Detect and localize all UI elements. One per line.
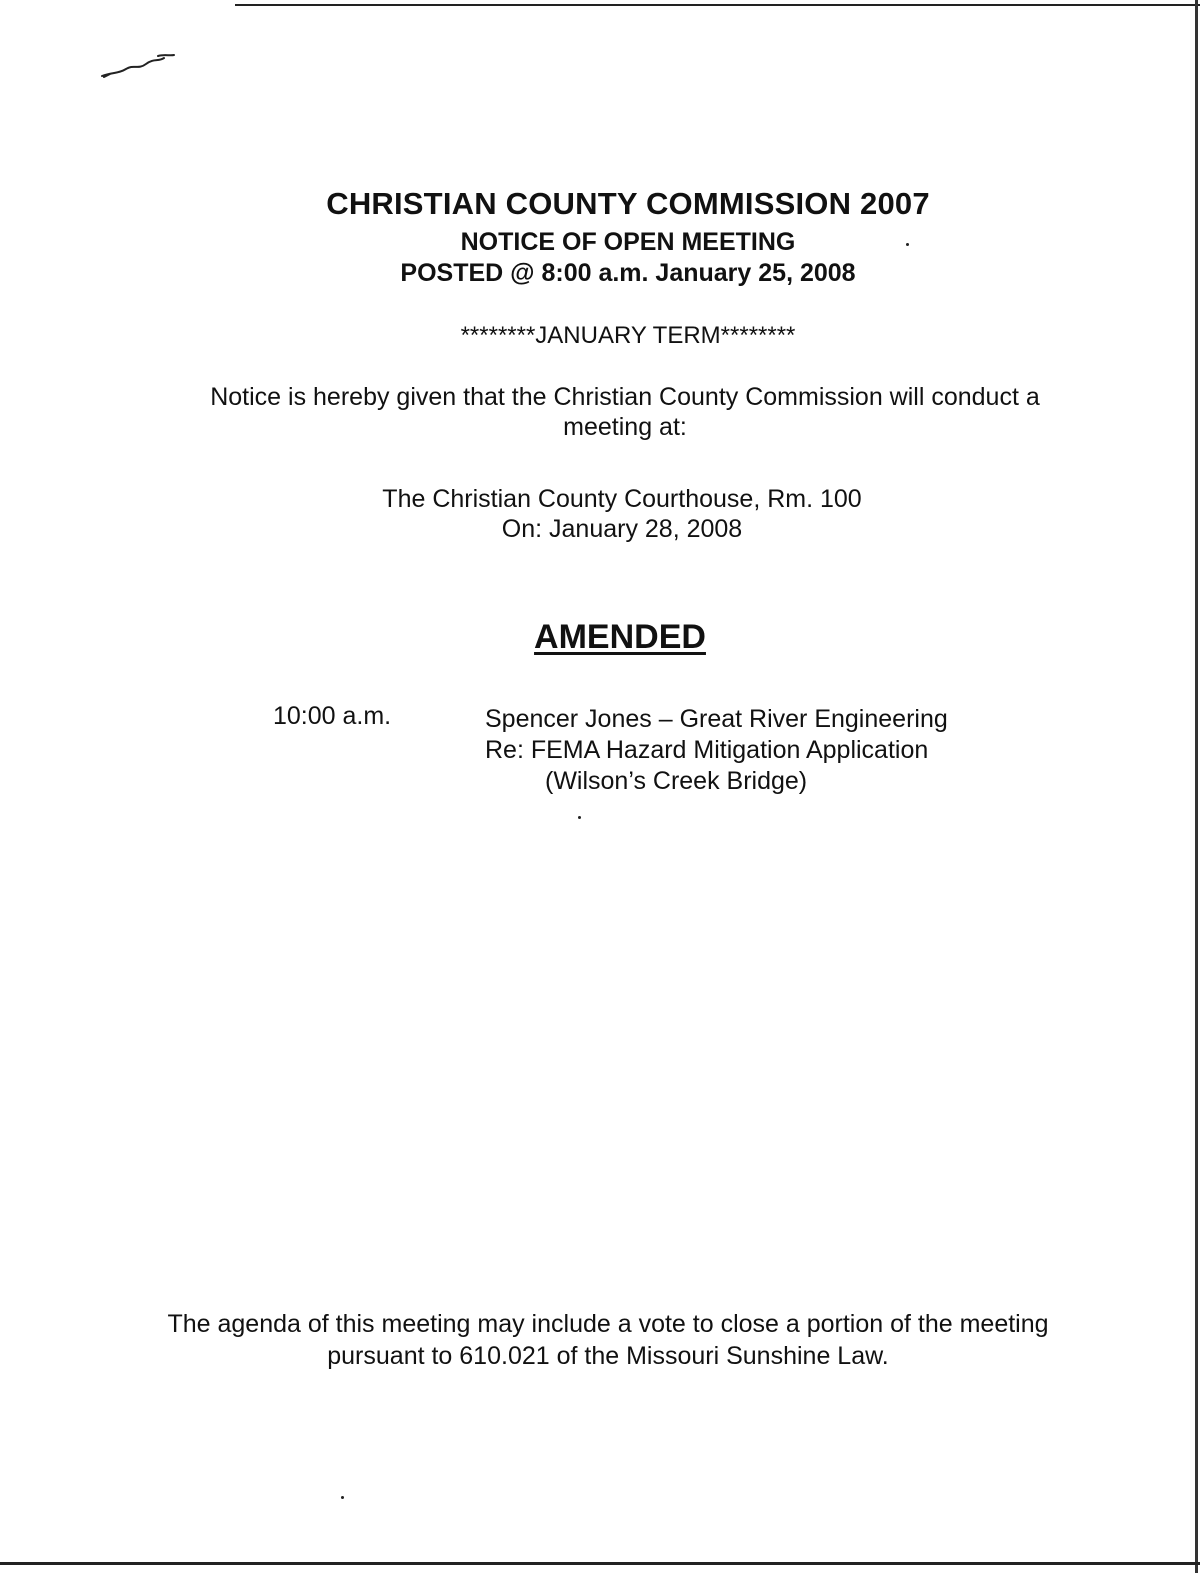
sunshine-law-notice <box>8 1308 1200 1372</box>
handwritten-mark <box>98 50 178 82</box>
notice-paragraph <box>25 382 1200 442</box>
document-title: CHRISTIAN COUNTY COMMISSION 2007 <box>326 186 930 221</box>
scan-edge-top <box>235 4 1200 6</box>
sunshine-line-2: pursuant to 610.021 of the Missouri Sunshine Law. <box>327 1342 889 1370</box>
amended-heading: AMENDED <box>534 618 706 656</box>
scan-edge-bottom <box>0 1562 1200 1565</box>
sunshine-line-1: The agenda of this meeting may include a vote to close a portion of the meeting <box>167 1310 1049 1338</box>
scan-speck <box>578 816 581 819</box>
agenda-item <box>485 704 948 797</box>
agenda-subject: Re: FEMA Hazard Mitigation Application <box>485 736 929 764</box>
notice-line-2: meeting at: <box>563 413 687 441</box>
location-place: The Christian County Courthouse, Rm. 100 <box>382 485 862 513</box>
meeting-location <box>22 484 1200 544</box>
agenda-presenter: Spencer Jones – Great River Engineering <box>485 705 948 733</box>
agenda-detail: (Wilson’s Creek Bridge) <box>545 767 808 795</box>
document-subtitle: NOTICE OF OPEN MEETING <box>460 228 796 256</box>
scan-speck <box>341 1496 344 1499</box>
posted-timestamp: POSTED @ 8:00 a.m. January 25, 2008 <box>400 259 856 287</box>
term-banner: ********JANUARY TERM******** <box>460 322 796 349</box>
agenda-time: 10:00 a.m. <box>273 702 392 730</box>
notice-line-1: Notice is hereby given that the Christian County Commission will conduct a <box>210 383 1040 411</box>
location-date: On: January 28, 2008 <box>501 515 743 543</box>
